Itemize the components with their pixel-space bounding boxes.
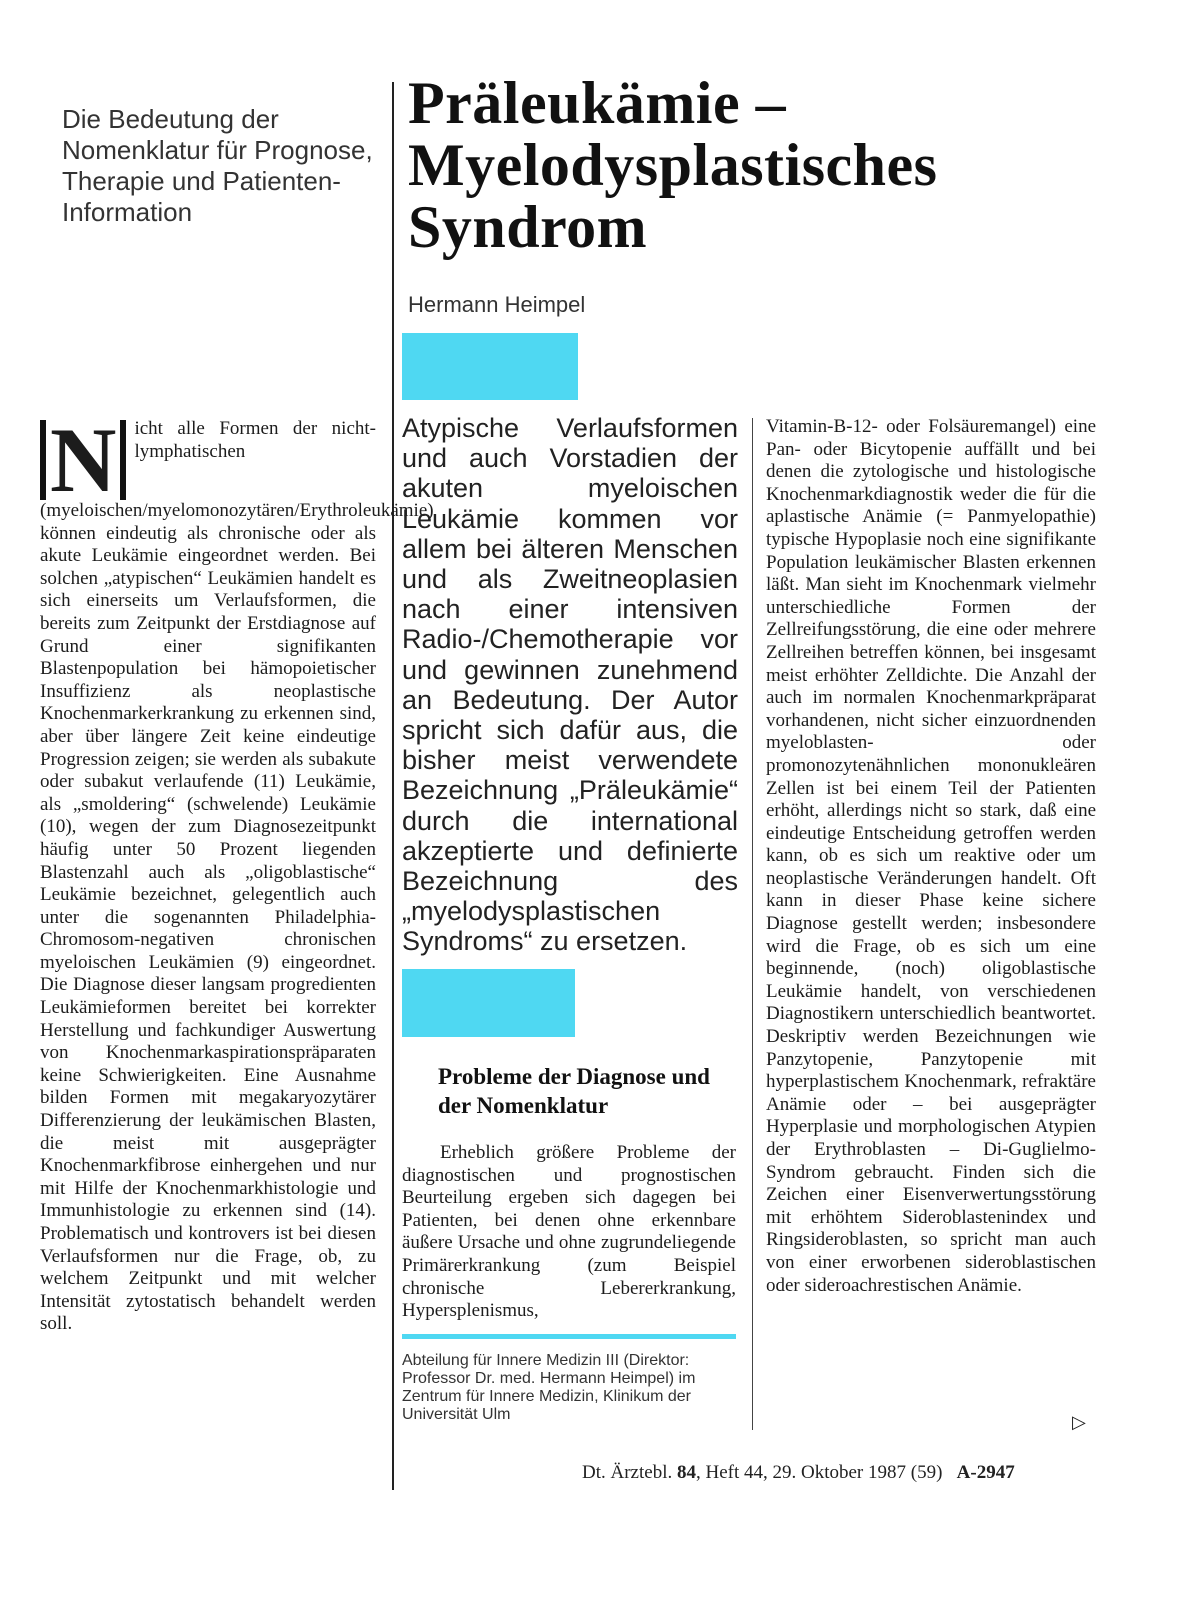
author-affiliation: Abteilung für Innere Medizin III (Direktor: Professor Dr. med. Hermann Heimpel) im Zentrum für Innere Medizin, Klinikum der Universität Ulm: [402, 1352, 696, 1423]
author-name: Hermann Heimpel: [408, 292, 586, 317]
body-column-1: [40, 409, 434, 1336]
body-column-3: [766, 416, 1096, 1297]
drop-cap: N: [40, 420, 126, 500]
section-heading: Probleme der Diagnose und der Nomenklatur: [438, 1064, 710, 1118]
article-subtitle: Die Bedeutung der Nomenklatur für Prognose, Therapie und Patienten-Information: [62, 104, 373, 227]
continue-arrow-icon: ▷: [1072, 1412, 1086, 1432]
footer-page-number: A-2947: [956, 1462, 1015, 1483]
vertical-divider-right: [752, 418, 753, 1430]
abstract-text: Atypische Verlaufsformen und auch Vorstadien der akuten myeloischen Leukämie kommen vor allem bei älteren Menschen und als Zweitneoplasien nach einer intensiven Radio-/Chemotherapie vor und gewinnen zunehmend an Bedeutung. Der Autor spricht sich dafür aus, die bisher meist verwendete Bezeichnung „Präleukämie“ durch die international akzeptierte und definierte Bezeichnung des „myelodysplastischen Syndroms“ zu ersetzen.: [402, 413, 738, 957]
vertical-divider-left: [392, 82, 394, 1490]
column-3-text: Vitamin-B-12- oder Folsäuremangel) eine Pan- oder Bicytopenie auffällt und bei denen die zytologische und histologische Knochenmarkdiagnostik weder die für die aplastische Anämie (= Panmyelopathie) typische Hypoplasie noch eine signifikante Population leukämischer Blasten erkennen läßt. Man sieht im Knochenmark vielmehr unterschiedliche Formen der Zellreifungsstörung, die eine oder mehrere Zellreihen betreffen können, bei insgesamt meist erhöhter Zelldichte. Die Anzahl der auch im normalen Knochenmarkpräparat vorhandenen, nicht sicher einzuordnenden myeloblasten- oder promonozytenähnlichen mononukleären Zellen ist bei einem Teil der Patienten erhöht, allerdings nicht so stark, daß eine eindeutige Entscheidung getroffen werden kann, ob es sich um reaktive oder um neoplastische Veränderungen handelt. Oft kann in dieser Phase keine sichere Diagnose gestellt werden; insbesondere wird die Frage, ob es sich um eine beginnende, (noch) oligoblastische Leukämie handelt, von verschiedenen Diagnostikern unterschiedlich beantwortet. Deskriptiv werden Bezeichnungen wie Panzytopenie, Panzytopenie mit hyperplastischem Knochenmark, refraktäre Anämie oder – bei ausgeprägter Hyperplasie und morphologischen Atypien der Erythroblasten – Di-Guglielmo-Syndrom gebraucht. Finden sich die Zeichen einer Eisenverwertungsstörung mit erhöhtem Sideroblastenindex und Ringsideroblasten, so spricht man auch von einer erworbenen sideroblastischen oder sideroachrestischen Anämie.: [766, 416, 1096, 1296]
affiliation-rule: [402, 1334, 736, 1339]
section-paragraph: Erheblich größere Probleme der diagnostischen und prognostischen Beurteilung ergeben sich dagegen bei Patienten, bei denen ohne erkennbare äußere Ursache und ohne zugrundeliegende Primärerkrankung (zum Beispiel chronische Lebererkrankung, Hypersplenismus,: [402, 1142, 736, 1322]
body-column-2: [402, 1142, 736, 1323]
footer-issue: , Heft 44, 29. Oktober 1987 (59): [695, 1462, 943, 1483]
color-marker-middle: [402, 969, 575, 1037]
color-marker-top: [402, 333, 578, 400]
column-1-text: icht alle Formen der nicht-lymphatischen (myeloischen/myelomonozytären/Erythroleukämie) können eindeutig als chronische oder als akute Leukämie eingeordnet werden. Bei solchen „atypischen“ Leukämien handelt es sich einerseits um Verlaufsformen, die bereits zum Zeitpunkt der Erstdiagnose auf Grund einer signifikanten Blastenpopulation bei hämopoietischer Insuffizienz als neoplastische Knochenmarkerkrankung zu erkennen sind, aber über längere Zeit keine eindeutige Progression zeigen; sie werden als subakute oder subakut verlaufende (11) Leukämie, als „smoldering“ (schwelende) Leukämie (10), wegen der zum Diagnosezeitpunkt häufig unter 50 Prozent liegenden Blastenzahl auch als „oligoblastische“ Leukämie bezeichnet, gelegentlich auch unter die sogenannten Philadelphia-Chromosom-negativen chronischen myeloischen Leukämien (9) eingeordnet. Die Diagnose dieser langsam progredienten Leukämieformen bereitet bei korrekter Herstellung und fachkundiger Auswertung von Knochenmarkaspirationspräparaten keine Schwierigkeiten. Eine Ausnahme bilden Formen mit megakaryozytärer Differenzierung der leukämischen Blasten, die meist mit ausgeprägter Knochenmarkfibrose einhergehen und nur mit Hilfe der Knochenmarkhistologie und Immunhistologie zu erkennen sind (14). Problematisch und kontrovers ist bei diesen Verlaufsformen nur die Frage, ob, zu welchem Zeitpunkt und mit welcher Intensität zytostatisch behandelt werden soll.: [40, 418, 434, 1335]
footer-volume: 84: [676, 1462, 696, 1483]
footer-journal: Dt. Ärztebl.: [582, 1462, 673, 1483]
article-title: Präleukämie – Myelodysplastisches Syndrom: [408, 70, 938, 260]
page-footer: [582, 1462, 1015, 1484]
